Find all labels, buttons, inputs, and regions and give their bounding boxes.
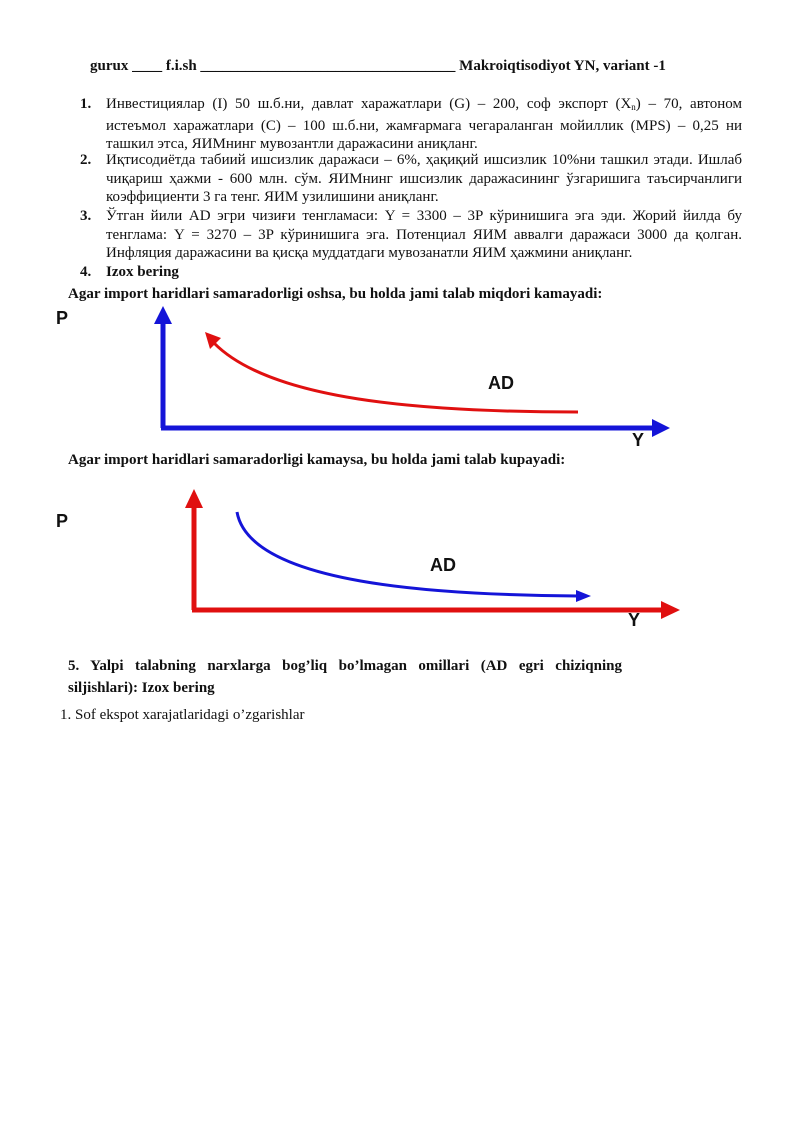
question-number: 3. <box>80 208 92 224</box>
graph2-p-label: P <box>56 511 69 531</box>
graph1-caption: Agar import haridlari samaradorligi oshsa, bu holda jami talab miqdori kamayadi: <box>68 286 603 302</box>
list-item: 1. Sof ekspot xarajatlaridagi o’zgarishlar <box>60 707 305 723</box>
graph2-ad-curve-arrowhead <box>576 590 591 602</box>
question-number: 1. <box>80 96 92 112</box>
graph2-caption: Agar import haridlari samaradorligi kamaysa, bu holda jami talab kupayadi: <box>68 452 566 468</box>
graph2-ad-curve <box>237 512 578 596</box>
question-number: 2. <box>80 152 92 168</box>
graph2-y-axis-arrowhead <box>185 489 203 508</box>
question-text: Иқтисодиётда табиий ишсизлик даражаси – 6%, ҳақиқий ишсизлик 10%ни ташкил этади. Ишлаб чиқариш ҳажми - 600 млн. сўм. ЯИМнинг ишсизлик даражасининг ўзгаришига таъсирчанлиги коэффициенти 3 га тенг. ЯИМ узилишини аниқланг. <box>106 152 742 205</box>
graph1-ad-label: AD <box>488 373 514 393</box>
graph2-x-axis-arrowhead <box>661 601 680 619</box>
question-text: Ўтган йили AD эгри чизиғи тенгламаси: Y = 3300 – 3P кўринишига эга эди. Жорий йилда бу тенглама: Y = 3270 – 3P кўринишига эга. Потенциал ЯИМ аввалги даражаси 3000 да қолган. Инфляция даражасини ва қисқа муддатдаги мувозанатли ЯИМ ҳажмини аниқланг. <box>106 208 742 261</box>
question-text: Izox bering <box>106 264 179 280</box>
graph2-ad-label: AD <box>430 555 456 575</box>
question-text: Инвестициялар (I) 50 ш.б.ни, давлат харажатлари (G) – 200, соф экспорт $(X_n) - 70$, автоном истеъмол харажатлари (C) – 100 ш.б.ни, жамғармага чегараланган мойиллик (MPS) – 0,25 ни ташкил этса, ЯИМнинг мувозантли даражасини аниқланг. <box>106 96 742 152</box>
question-number: 4. <box>80 264 92 280</box>
graph2-axes <box>185 489 680 619</box>
header-line: gurux ____ f.i.sh __________________________________ Makroiqtisodiyot YN, variant -1 <box>90 58 666 74</box>
question-5: 5. Yalpi talabning narxlarga bog’liq bo’lmagan omillari (AD egri chiziqning siljishlari): Izox bering <box>68 658 622 696</box>
graph2-y-label: Y <box>628 610 641 630</box>
graph1-p-label: P <box>56 308 69 328</box>
graph1-y-label: Y <box>632 430 645 450</box>
